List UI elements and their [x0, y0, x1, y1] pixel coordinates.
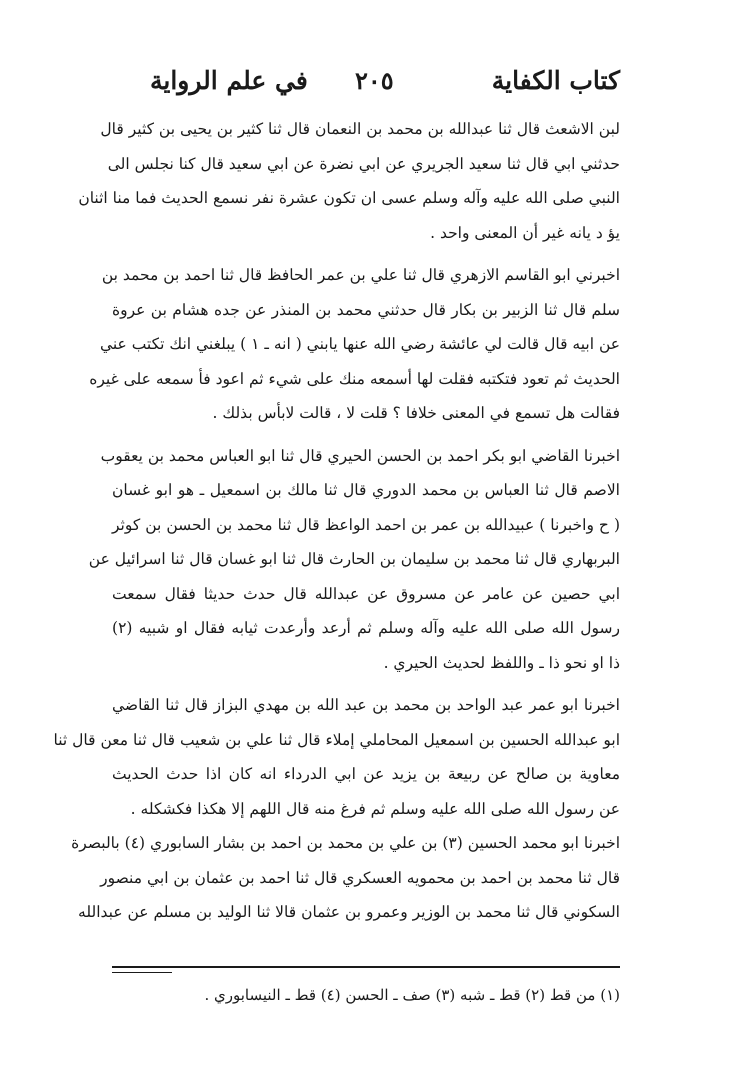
text-line: رسول الله صلى الله عليه وآله وسلم ثم أرعد وأرعدت ثيابه فقال او شبيه (٢) — [112, 619, 620, 637]
footnote-divider-short — [112, 972, 172, 973]
text-line: ابي حصين عن عامر عن مسروق عن عبدالله قال حدث حديثا فقال سمعت — [112, 584, 620, 603]
paragraph — [78, 112, 620, 250]
book-subtitle: في علم الرواية — [150, 66, 308, 95]
text-line: معاوية بن صالح عن ربيعة بن يزيد عن ابي الدرداء انه كان اذا حدث الحديث — [112, 765, 620, 783]
page-number: ٢٠٥ — [355, 66, 394, 95]
text-line: اخبرنا ابو عمر عبد الواحد بن محمد بن عبد الله بن مهدي البزاز قال ثنا القاضي — [112, 696, 620, 714]
text-line: عن رسول الله صلى الله عليه وسلم ثم فرغ منه قال اللهم إلا هكذا فكشكله . — [130, 799, 620, 818]
text-line: قال ثنا محمد بن احمد بن محمويه العسكري قال ثنا احمد بن عثمان بن ابي منصور — [100, 868, 620, 887]
text-line: النبي صلى الله عليه وآله وسلم عسى ان تكون عشرة نفر نسمع الحديث فما منا اثنان — [78, 189, 620, 207]
text-line: ذا او نحو ذا ـ واللفظ لحديث الحيري . — [383, 653, 620, 672]
text-line: اخبرنا القاضي ابو بكر احمد بن الحسن الحيري قال ثنا ابو العباس محمد بن يعقوب — [100, 446, 620, 465]
text-line: عن ابيه قال قالت لي عائشة رضي الله عنها يابني ( انه ـ ١ ) يبلغني انك تكتب عني — [99, 335, 620, 353]
paragraph — [53, 688, 620, 826]
text-line: يؤ د يانه غير أن المعنى واحد . — [430, 223, 620, 242]
footnotes: (١) من قط (٢) قط ـ شبه (٣) صف ـ الحسن (٤) قط ـ النيسابوري . — [204, 986, 620, 1004]
book-title: كتاب الكفاية — [491, 66, 620, 95]
text-line: الاصم قال ثنا العباس بن محمد الدوري قال ثنا مالك بن اسمعيل ـ هو ابو غسان — [112, 481, 620, 499]
text-line: الحديث ثم تعود فتكتبه فقلت لها أسمعه منك على شيء ثم اعود فأ سمعه على غيره — [89, 369, 620, 388]
text-line: حدثني ابي قال ثنا سعيد الجريري عن ابي نضرة عن ابي سعيد قال كنا نجلس الى — [107, 154, 620, 173]
main-text — [53, 112, 620, 930]
text-line: السكوني قال ثنا محمد بن الوزير وعمرو بن عثمان قالا ثنا الوليد بن مسلم عن عبدالله — [78, 903, 620, 921]
paragraph-gap — [112, 250, 620, 258]
paragraph — [88, 439, 620, 681]
text-line: اخبرني ابو القاسم الازهري قال ثنا علي بن عمر الحافظ قال ثنا احمد بن محمد بن — [101, 266, 620, 284]
paragraph-gap — [112, 680, 620, 688]
text-line: ( ح واخبرنا ) عبيدالله بن عمر بن احمد الواعظ قال ثنا محمد بن الحسن بن كوثر — [112, 515, 620, 534]
footnote-divider — [112, 966, 620, 968]
paragraph — [89, 258, 620, 431]
text-line: سلم قال ثنا الزبير بن بكار قال حدثني محمد بن المنذر عن جده هشام بن عروة — [112, 300, 620, 319]
text-line: اخبرنا ابو محمد الحسين (٣) بن علي بن محمد بن احمد بن بشار السابوري (٤) بالبصرة — [71, 834, 620, 852]
text-line: ابو عبدالله الحسين بن اسمعيل المحاملي إملاء قال ثنا علي بن شعيب قال ثنا معن قال ثنا — [53, 730, 620, 749]
text-line: فقالت هل تسمع في المعنى خلافا ؟ قلت لا ، قالت لابأس بذلك . — [212, 404, 620, 422]
page-header — [150, 66, 620, 106]
text-line: لبن الاشعث قال ثنا عبدالله بن محمد بن النعمان قال ثنا كثير بن يحيى بن كثير قال — [100, 120, 620, 138]
paragraph-gap — [112, 431, 620, 439]
paragraph — [71, 826, 620, 930]
text-line: البربهاري قال ثنا محمد بن سليمان بن الحارث قال ثنا ابو غسان قال ثنا اسرائيل عن — [88, 550, 620, 568]
